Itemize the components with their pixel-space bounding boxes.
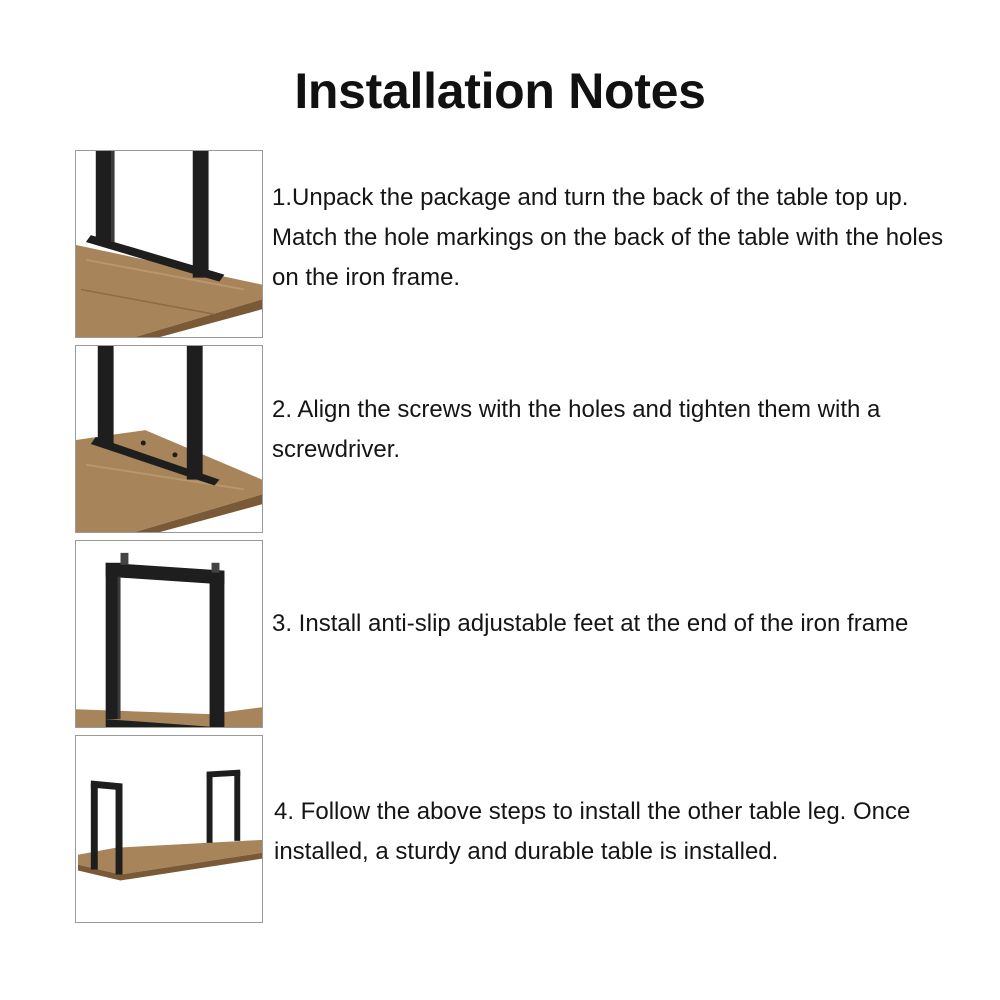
step-1-text: 1.Unpack the package and turn the back of the table top up. Match the hole markings on the back of the table with the holes on the iron frame.: [272, 184, 944, 291]
step-2-text: 2. Align the screws with the holes and tighten them with a screwdriver.: [272, 396, 881, 463]
step-3-illustration: [75, 540, 263, 728]
step-2-illustration: [75, 345, 263, 533]
step-1-illustration: [75, 150, 263, 338]
step-3-text: 3. Install anti-slip adjustable feet at the end of the iron frame: [272, 610, 909, 637]
step-4-text: 4. Follow the above steps to install the other table leg. Once installed, a sturdy and durable table is installed.: [274, 798, 911, 865]
step-4-illustration: [75, 735, 263, 923]
page-title: Installation Notes: [294, 63, 706, 119]
